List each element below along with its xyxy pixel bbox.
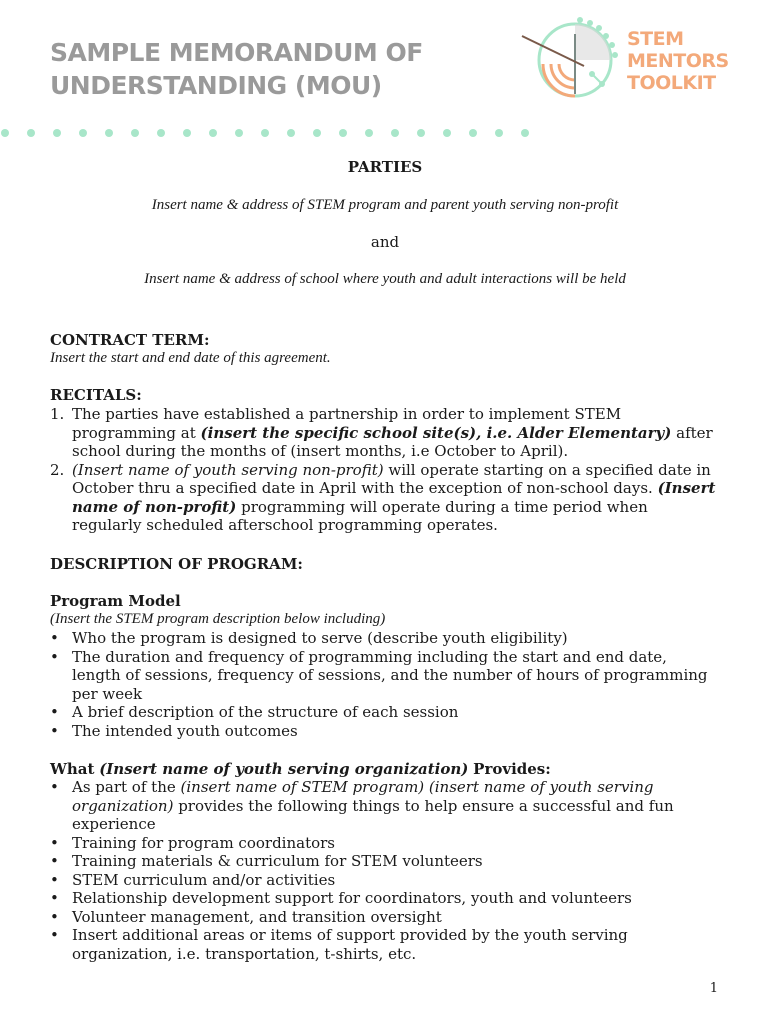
list-item: • The intended youth outcomes (50, 721, 298, 740)
recital-2-text-b: will operate starting on a specified date in October thru a specified date in April with the exception of non-school days. (72, 460, 711, 497)
list-item: • Training for program coordinators (50, 833, 335, 852)
description-heading: DESCRIPTION OF PROGRAM: (50, 555, 303, 573)
dotted-divider (0, 128, 540, 138)
parties-and: and (370, 233, 400, 251)
recital-1-text-c: after school during the months of (insert months, i.e October to April). (72, 423, 713, 460)
title-line-2: UNDERSTANDING (MOU) (50, 71, 382, 100)
party-2-placeholder: Insert name & address of school where youth and adult interactions will be held (144, 271, 626, 287)
list-item: • STEM curriculum and/or activities (50, 870, 336, 889)
list-item: • Who the program is designed to serve (describe youth eligibility) (50, 629, 568, 647)
recital-1-text-a: The parties have established a partnership in order to implement STEM programming at (72, 405, 622, 442)
recital-item-1 (50, 405, 720, 461)
contract-term-heading: CONTRACT TERM: (50, 331, 210, 349)
logo-emblem-icon (520, 14, 630, 106)
title-line-1: SAMPLE MEMORANDUM OF (50, 38, 423, 67)
logo-line-2: MENTORS (627, 50, 729, 72)
recital-2-nonprofit-placeholder: (Insert name of youth serving non-profit) (72, 460, 384, 479)
program-model-heading: Program Model (50, 592, 181, 610)
page-number: 1 (709, 981, 718, 996)
party-1-placeholder: Insert name & address of STEM program and parent youth serving non-profit (151, 197, 619, 213)
logo-line-3: TOOLKIT (627, 72, 716, 94)
recitals-list (50, 405, 720, 535)
provides-heading: What (Insert name of youth serving organization) Provides: (50, 760, 551, 778)
recital-item-2 (50, 461, 720, 535)
recitals-heading: RECITALS: (50, 386, 142, 404)
list-item: • Training materials & curriculum for STEM volunteers (50, 852, 483, 870)
parties-heading: PARTIES (347, 158, 423, 176)
list-number: 1. (50, 405, 65, 423)
provides-list (50, 778, 720, 963)
program-model-list (50, 629, 720, 740)
list-item: • A brief description of the structure of each session (50, 703, 459, 721)
list-item: • Relationship development support for coordinators, youth and volunteers (50, 889, 632, 907)
list-item: • As part of the (insert name of STEM program) (insert name of youth serving organization) provides the following things to help ensure a successful and fun experience (50, 778, 674, 833)
list-number: 2. (50, 460, 65, 479)
list-item: • Volunteer management, and transition oversight (50, 907, 442, 926)
contract-term-text: Insert the start and end date of this agreement. (50, 350, 331, 366)
list-item: • The duration and frequency of programming including the start and end date, length of sessions, frequency of sessions, and the number of hours of programming per week (50, 647, 708, 703)
logo-wordmark (627, 28, 729, 94)
recital-2-text-d: programming will operate during a time period when regularly scheduled afterschool programming operates. (72, 497, 648, 534)
list-item: • Insert additional areas or items of support provided by the youth serving organization, i.e. transportation, t-shirts, etc. (50, 926, 628, 963)
recital-1-site-placeholder: (insert the specific school site(s), i.e. Alder Elementary) (200, 423, 672, 442)
program-model-note: (Insert the STEM program description below including) (50, 611, 386, 627)
page-title (50, 36, 423, 102)
recital-2-nonprofit-placeholder-2: (Insert name of non-profit) (72, 479, 716, 516)
logo-line-1: STEM (627, 28, 684, 50)
stem-mentors-toolkit-logo (520, 14, 750, 106)
